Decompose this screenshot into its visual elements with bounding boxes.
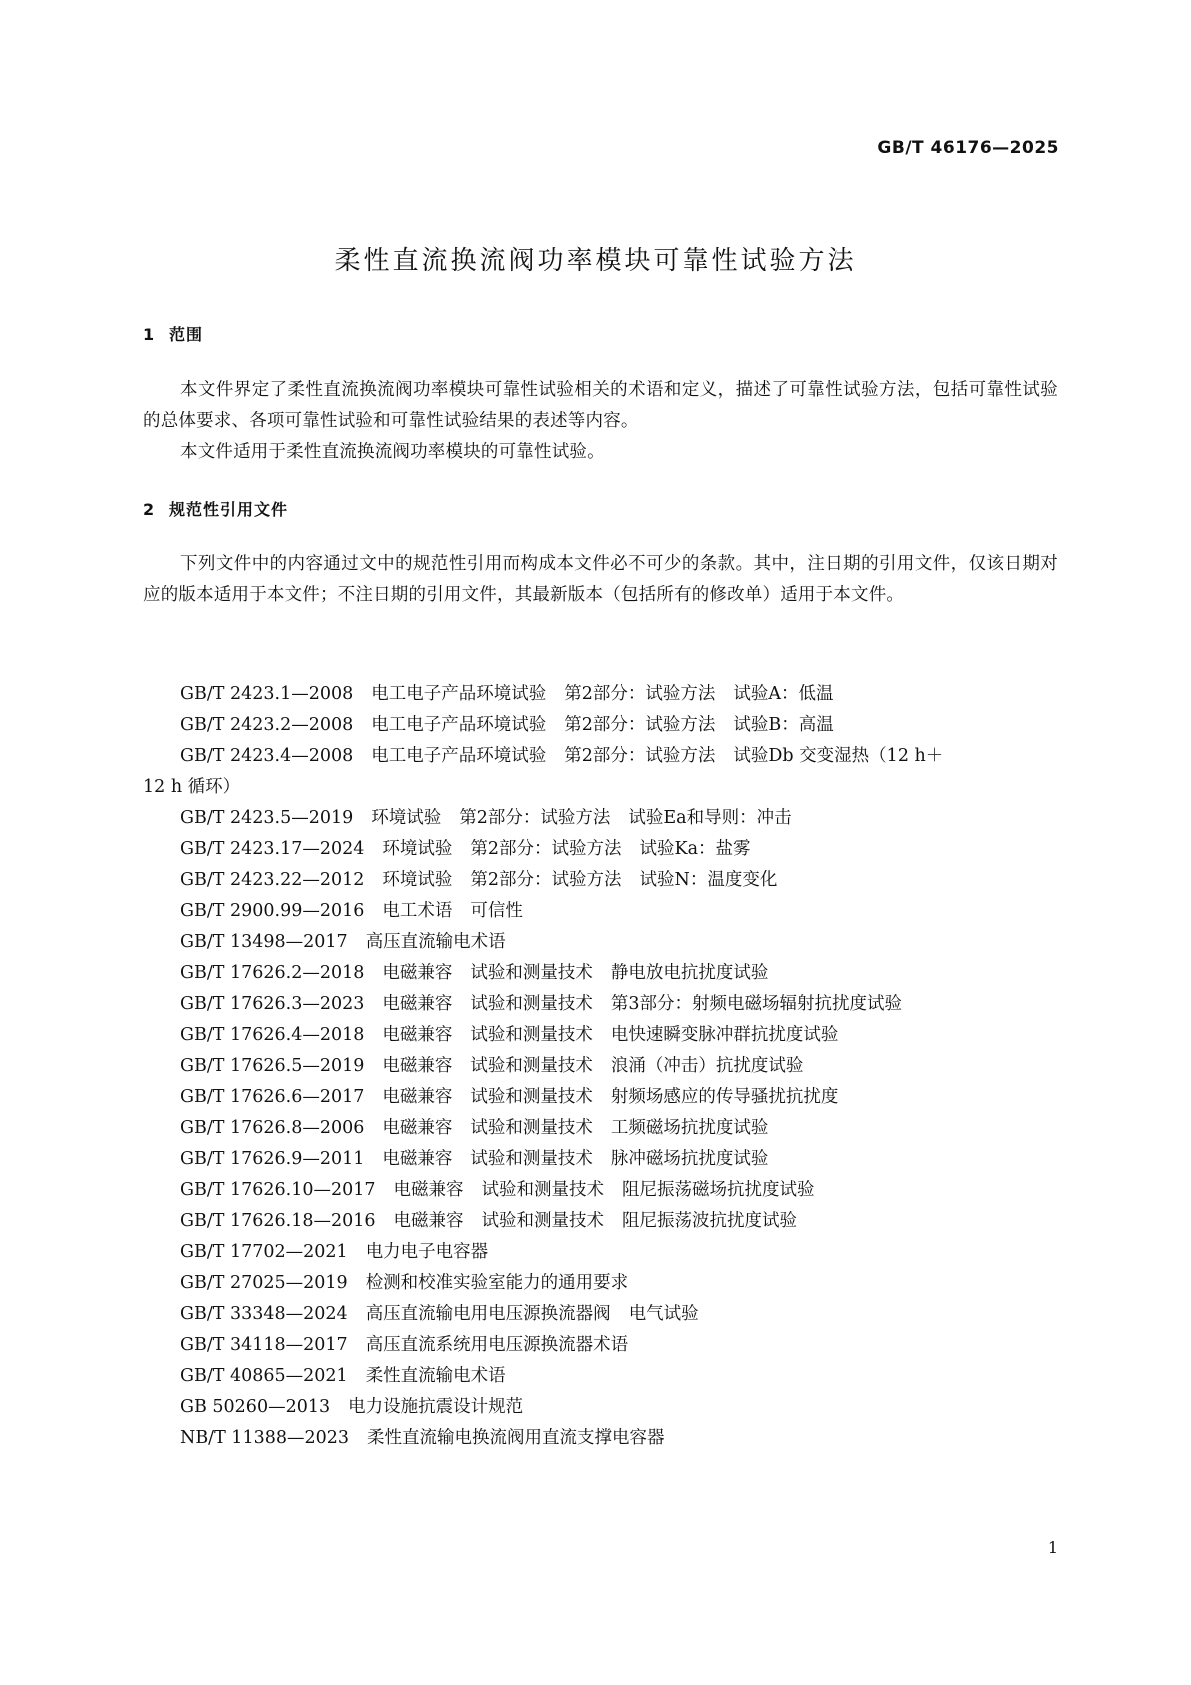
reference-title-segment: 第2部分：试验方法: [564, 715, 716, 735]
reference-title-segment: 浪涌（冲击）抗扰度试验: [610, 1056, 804, 1076]
reference-title-segment: 电力设施抗震设计规范: [348, 1397, 524, 1417]
reference-item: [143, 1392, 1058, 1423]
reference-code: GB/T 13498—2017: [180, 932, 348, 952]
reference-code: GB/T 2900.99—2016: [180, 901, 365, 921]
reference-code: GB/T 33348—2024: [180, 1304, 348, 1324]
reference-code: GB/T 2423.2—2008: [180, 715, 354, 735]
reference-title-segment: 射频场感应的传导骚扰抗扰度: [610, 1087, 839, 1107]
reference-title-segment: 阻尼振荡磁场抗扰度试验: [622, 1180, 815, 1200]
reference-code: GB/T 17626.6—2017: [180, 1087, 365, 1107]
reference-code: GB/T 2423.17—2024: [180, 839, 365, 859]
reference-continuation: 12 h 循环）: [143, 777, 241, 797]
reference-code: GB/T 17626.3—2023: [180, 994, 365, 1014]
reference-title-segment: 试验Ka：盐雾: [639, 839, 751, 859]
reference-title-segment: 试验和测量技术: [470, 994, 593, 1014]
reference-code: GB/T 17626.8—2006: [180, 1118, 365, 1138]
reference-code: GB/T 2423.22—2012: [180, 870, 365, 890]
reference-title-segment: 阻尼振荡波抗扰度试验: [622, 1211, 798, 1231]
reference-item: [143, 1082, 1058, 1113]
reference-title-segment: 检测和校准实验室能力的通用要求: [365, 1273, 629, 1293]
reference-title-segment: 第2部分：试验方法: [459, 808, 611, 828]
reference-title-segment: 试验和测量技术: [470, 1149, 593, 1169]
reference-title-segment: 电磁兼容: [382, 1087, 453, 1107]
reference-title-segment: 环境试验: [371, 808, 442, 828]
section-number: 1: [143, 325, 156, 344]
reference-item: [143, 803, 1058, 834]
document-title: 柔性直流换流阀功率模块可靠性试验方法: [334, 246, 857, 276]
reference-title-segment: 第3部分：射频电磁场辐射抗扰度试验: [610, 994, 903, 1014]
reference-title-segment: 试验和测量技术: [470, 1025, 593, 1045]
reference-code: GB/T 17626.2—2018: [180, 963, 365, 983]
reference-item: [143, 710, 1058, 741]
reference-item: [143, 1268, 1058, 1299]
reference-item: [143, 927, 1058, 958]
paragraph: 本文件界定了柔性直流换流阀功率模块可靠性试验相关的术语和定义，描述了可靠性试验方法，包括可靠性试验的总体要求、各项可靠性试验和可靠性试验结果的表述等内容。: [143, 380, 1058, 431]
reference-item: [143, 958, 1058, 989]
reference-title-segment: 第2部分：试验方法: [470, 870, 622, 890]
section-title: 规范性引用文件: [169, 500, 289, 519]
section-heading-scope: [143, 322, 203, 345]
reference-title-segment: 可信性: [470, 901, 523, 921]
reference-item: [143, 1206, 1058, 1237]
reference-title-segment: 柔性直流输电换流阀用直流支撑电容器: [367, 1428, 665, 1448]
standard-code: GB/T 46176—2025: [877, 138, 1059, 158]
reference-title-segment: 电磁兼容: [382, 1118, 453, 1138]
reference-code: GB/T 17626.5—2019: [180, 1056, 365, 1076]
reference-item: [143, 1144, 1058, 1175]
reference-code: GB/T 27025—2019: [180, 1273, 348, 1293]
reference-title-segment: 试验Db 交变湿热（12 h＋: [733, 746, 944, 766]
reference-item: [143, 1051, 1058, 1082]
reference-title-segment: 试验B：高温: [733, 715, 834, 735]
reference-title-segment: 第2部分：试验方法: [564, 684, 716, 704]
reference-title-segment: 电工电子产品环境试验: [371, 684, 547, 704]
reference-title-segment: 环境试验: [382, 839, 453, 859]
reference-code: GB 50260—2013: [180, 1397, 331, 1417]
reference-title-segment: 电工电子产品环境试验: [371, 746, 547, 766]
reference-title-segment: 试验和测量技术: [470, 963, 593, 983]
reference-title-segment: 电磁兼容: [393, 1180, 464, 1200]
reference-code: GB/T 17702—2021: [180, 1242, 348, 1262]
reference-item: [143, 1237, 1058, 1268]
reference-item: [143, 896, 1058, 927]
reference-title-segment: 高压直流系统用电压源换流器术语: [365, 1335, 629, 1355]
reference-title-segment: 静电放电抗扰度试验: [610, 963, 769, 983]
reference-title-segment: 工频磁场抗扰度试验: [610, 1118, 769, 1138]
reference-item: [143, 1423, 1058, 1454]
reference-title-segment: 试验和测量技术: [481, 1211, 605, 1231]
reference-code: GB/T 40865—2021: [180, 1366, 348, 1386]
paragraph: 本文件适用于柔性直流换流阀功率模块的可靠性试验。: [180, 442, 605, 462]
section-heading-normative-references: [143, 497, 288, 520]
paragraph: 下列文件中的内容通过文中的规范性引用而构成本文件必不可少的条款。其中，注日期的引用文件，仅该日期对应的版本适用于本文件；不注日期的引用文件，其最新版本（包括所有的修改单）适用于本文件。: [143, 554, 1058, 605]
reference-title-segment: 脉冲磁场抗扰度试验: [610, 1149, 769, 1169]
reference-code: GB/T 2423.1—2008: [180, 684, 354, 704]
reference-title-segment: 试验和测量技术: [470, 1087, 593, 1107]
reference-item: [143, 1330, 1058, 1361]
reference-title-segment: 电磁兼容: [382, 1056, 453, 1076]
reference-item: [143, 1361, 1058, 1392]
reference-title-segment: 电气试验: [628, 1304, 699, 1324]
reference-title-segment: 试验Ea和导则：冲击: [628, 808, 792, 828]
reference-title-segment: 电工电子产品环境试验: [371, 715, 547, 735]
reference-title-segment: 电力电子电容器: [365, 1242, 489, 1262]
reference-title-segment: 高压直流输电术语: [365, 932, 506, 952]
reference-title-segment: 柔性直流输电术语: [365, 1366, 506, 1386]
reference-code: GB/T 34118—2017: [180, 1335, 348, 1355]
page-number: 1: [1047, 1538, 1058, 1557]
reference-code: GB/T 17626.4—2018: [180, 1025, 365, 1045]
reference-code: GB/T 17626.18—2016: [180, 1211, 376, 1231]
reference-list: [143, 679, 1058, 1454]
reference-title-segment: 第2部分：试验方法: [470, 839, 622, 859]
reference-title-segment: 试验N：温度变化: [639, 870, 778, 890]
reference-item: [143, 834, 1058, 865]
reference-title-segment: 电磁兼容: [393, 1211, 464, 1231]
scope-body: [143, 375, 1058, 468]
reference-title-segment: 电磁兼容: [382, 1149, 453, 1169]
reference-title-segment: 环境试验: [382, 870, 453, 890]
reference-code: NB/T 11388—2023: [180, 1428, 350, 1448]
references-intro: [143, 549, 1058, 611]
reference-title-segment: 电磁兼容: [382, 963, 453, 983]
section-number: 2: [143, 500, 156, 519]
section-title: 范围: [169, 325, 204, 344]
reference-item: [143, 1299, 1058, 1330]
reference-item: [143, 865, 1058, 896]
reference-code: GB/T 17626.10—2017: [180, 1180, 376, 1200]
reference-title-segment: 试验和测量技术: [470, 1056, 593, 1076]
reference-item: [143, 989, 1058, 1020]
reference-title-segment: 电快速瞬变脉冲群抗扰度试验: [610, 1025, 839, 1045]
reference-title-segment: 电磁兼容: [382, 1025, 453, 1045]
reference-title-segment: 试验和测量技术: [470, 1118, 593, 1138]
reference-code: GB/T 2423.4—2008: [180, 746, 354, 766]
reference-title-segment: 第2部分：试验方法: [564, 746, 716, 766]
reference-item: [143, 1175, 1058, 1206]
reference-title-segment: 电磁兼容: [382, 994, 453, 1014]
reference-code: GB/T 2423.5—2019: [180, 808, 354, 828]
reference-title-segment: 高压直流输电用电压源换流器阀: [365, 1304, 611, 1324]
reference-item: [143, 679, 1058, 710]
reference-title-segment: 试验和测量技术: [481, 1180, 605, 1200]
reference-code: GB/T 17626.9—2011: [180, 1149, 365, 1169]
reference-item: [143, 741, 1058, 772]
reference-item: [143, 1113, 1058, 1144]
reference-title-segment: 试验A：低温: [733, 684, 834, 704]
reference-title-segment: 电工术语: [382, 901, 453, 921]
reference-item: [143, 1020, 1058, 1051]
